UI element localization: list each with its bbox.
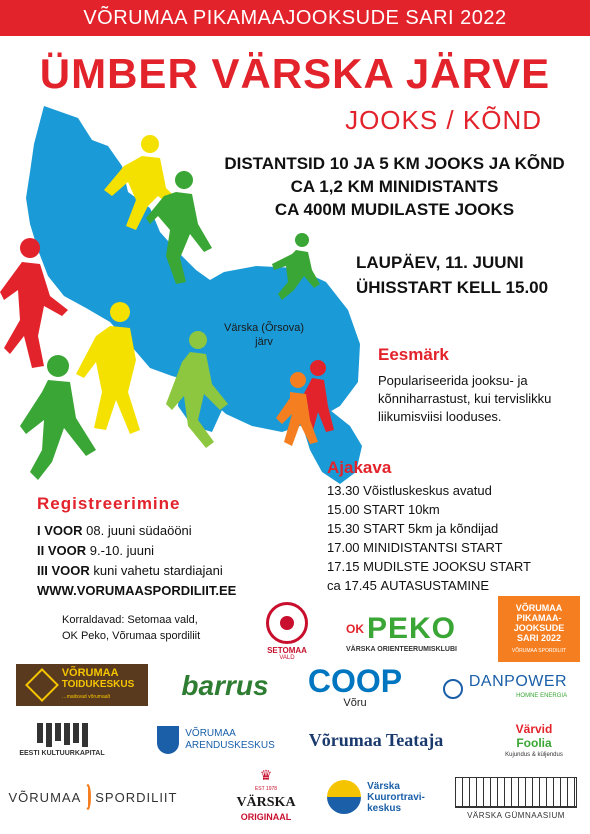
kulka-figures-icon [37,723,88,747]
goal-heading: Eesmärk [378,345,449,364]
varska-original-logo [226,768,306,824]
distance-line-1: DISTANTSID 10 JA 5 KM JOOKS JA KÕND [224,154,565,173]
setomaa-logo-text: SETOMAA [267,645,307,655]
series-badge-line-1: VÕRUMAA [515,602,563,613]
varvid-sub: Kujundus & küljendus [505,752,563,758]
schedule-label: MINIDISTANTSI START [363,540,503,555]
varska-logo-text: VÄRSKA [236,795,296,810]
registration-round [37,521,236,541]
varvid-line-2: Foolia [516,736,552,750]
schedule-heading: Ajakava [327,458,392,477]
arenduskeskus-line-1: VÕRUMAA [185,728,236,739]
peko-ok: OK [346,621,364,636]
round-text: kuni vahetu stardiajani [93,563,223,578]
goal-text: Populariseerida jooksu- ja kõnniharrastust, kui tervislikku liikumisviisi looduses. [378,373,552,424]
schedule-time: 17.15 [327,559,360,574]
schedule-label: START 10km [363,502,440,517]
schedule-item [327,481,531,500]
schedule-label: MUDILSTE JOOKSU START [363,559,531,574]
registration-round [37,561,236,581]
spordiliit-line-2: SPORDILIIT [95,789,178,805]
toidukeskus-sub: …maitsvad võrumaalt [61,694,111,700]
spordiliit-line-1: VÕRUMAA [8,789,82,805]
distance-line-3: CA 400M MUDILASTE JOOKS [274,200,515,219]
series-title: VÕRUMAA PIKAMAAJOOKSUDE SARI 2022 [83,6,507,29]
series-badge-line-4: SARI 2022 [516,632,562,643]
series-badge-logo [498,596,580,662]
runner-red-left [0,238,68,368]
schedule-item [327,538,531,557]
coop-logo-text: COOP [307,663,403,699]
toidukeskus-line-1: VÕRUMAA [61,667,119,679]
schedule-item [327,576,531,595]
kulka-logo-text: EESTI KULTUURKAPITAL [19,750,105,757]
kuurortravikeskus-logo [314,774,438,820]
round-label: I VOOR [37,523,83,538]
distances-block [222,152,567,221]
barrus-logo [170,668,280,704]
school-building-icon [455,777,577,808]
organizers [62,612,272,644]
crown-icon: ♛ [259,767,273,783]
schedule-time: 15.30 [327,521,360,536]
varska-est: EST 1978 [254,786,278,792]
round-text: 9.-10. juuni [89,543,155,558]
kuurort-sun-icon [327,780,361,814]
danpower-logo [430,672,580,706]
series-banner [0,0,590,36]
peko-logo-sub: VÄRSKA ORIENTEERUMISKLUBI [346,645,457,653]
setomaa-emblem-icon [266,602,308,644]
spordiliit-swoosh-icon [85,784,91,810]
schedule-label: START 5km ja kõndijad [363,521,499,536]
kuurort-line-3: keskus [367,802,402,814]
setomaa-logo-sub: VALD [279,654,295,661]
event-start: ÜHISSTART KELL 15.00 [356,278,549,297]
danpower-emblem-icon [443,679,463,699]
runner-green-small [272,233,320,300]
lake-word: järv [255,336,273,348]
toidukeskus-line-2: TOIDUKESKUS [61,679,135,690]
spordiliit-logo [8,780,178,814]
round-label: III VOOR [37,563,90,578]
gymnaasium-logo [448,774,584,822]
kuurort-line-2: Kuurortravi- [367,791,425,803]
schedule-time: 17.00 [327,540,360,555]
toidukeskus-emblem-icon [25,668,59,702]
round-label: II VOOR [37,543,87,558]
organizers-line-1: Korraldavad: Setomaa vald, [62,614,198,626]
schedule-time: ca 17.45 [327,578,377,593]
arenduskeskus-shield-icon [157,726,179,754]
event-date: LAUPÄEV, 11. JUUNI [356,253,524,272]
date-block [356,250,548,300]
runner-yellow-middle [76,302,140,434]
schedule-label: AUTASUSTAMINE [380,578,490,593]
schedule-label: Võistluskeskus avatud [363,483,492,498]
toidukeskus-logo [16,664,148,706]
schedule-item [327,557,531,576]
peko-logo-text: PEKO [367,611,457,645]
danpower-logo-sub: HOMNE ENERGIA [516,693,568,699]
series-badge-line-2: PIKAMAA- [516,612,562,623]
coop-logo [300,664,410,710]
barrus-logo-text: barrus [181,670,269,701]
distance-line-2: CA 1,2 KM MINIDISTANTS [290,177,499,196]
organizers-line-2: OK Peko, Võrumaa spordiliit [62,630,201,642]
registration-round [37,541,236,561]
teataja-logo [302,726,450,754]
round-text: 08. juuni südaööni [86,523,192,538]
schedule-time: 15.00 [327,502,360,517]
arenduskeskus-line-2: ARENDUSKESKUS [185,740,275,751]
gymnaasium-logo-text: VÄRSKA GÜMNAASIUM [467,810,565,820]
lake-name: Värska (Õrsova) [224,322,305,334]
kulka-logo [12,718,112,762]
runner-lightgreen [166,331,228,448]
arenduskeskus-logo [156,720,276,760]
kuurort-line-1: Värska [367,780,400,792]
teataja-logo-text: Võrumaa Teataja [308,729,444,750]
registration-heading: Registreerimine [37,494,181,513]
series-badge-line-3: JOOKSUDE [513,622,565,633]
peko-logo [346,604,466,660]
schedule-item [327,500,531,519]
setomaa-logo [262,600,312,662]
event-title: ÜMBER VÄRSKA JÄRVE [39,50,551,97]
registration-list [37,521,236,601]
registration-website[interactable]: WWW.VORUMAASPORDILIIT.EE [37,583,237,598]
danpower-logo-text: DANPOWER [468,673,568,690]
event-subtitle: JOOKS / KÕND [345,105,542,135]
schedule-list [327,481,531,595]
series-badge-sub: VÕRUMAA SPORDILIIT [511,647,567,654]
varvid-line-1: Värvid [515,722,553,736]
schedule-item [327,519,531,538]
varvid-logo [494,716,574,764]
varska-logo-sub: ORIGINAAL [240,812,292,822]
coop-logo-sub: Võru [343,697,367,709]
schedule-time: 13.30 [327,483,360,498]
